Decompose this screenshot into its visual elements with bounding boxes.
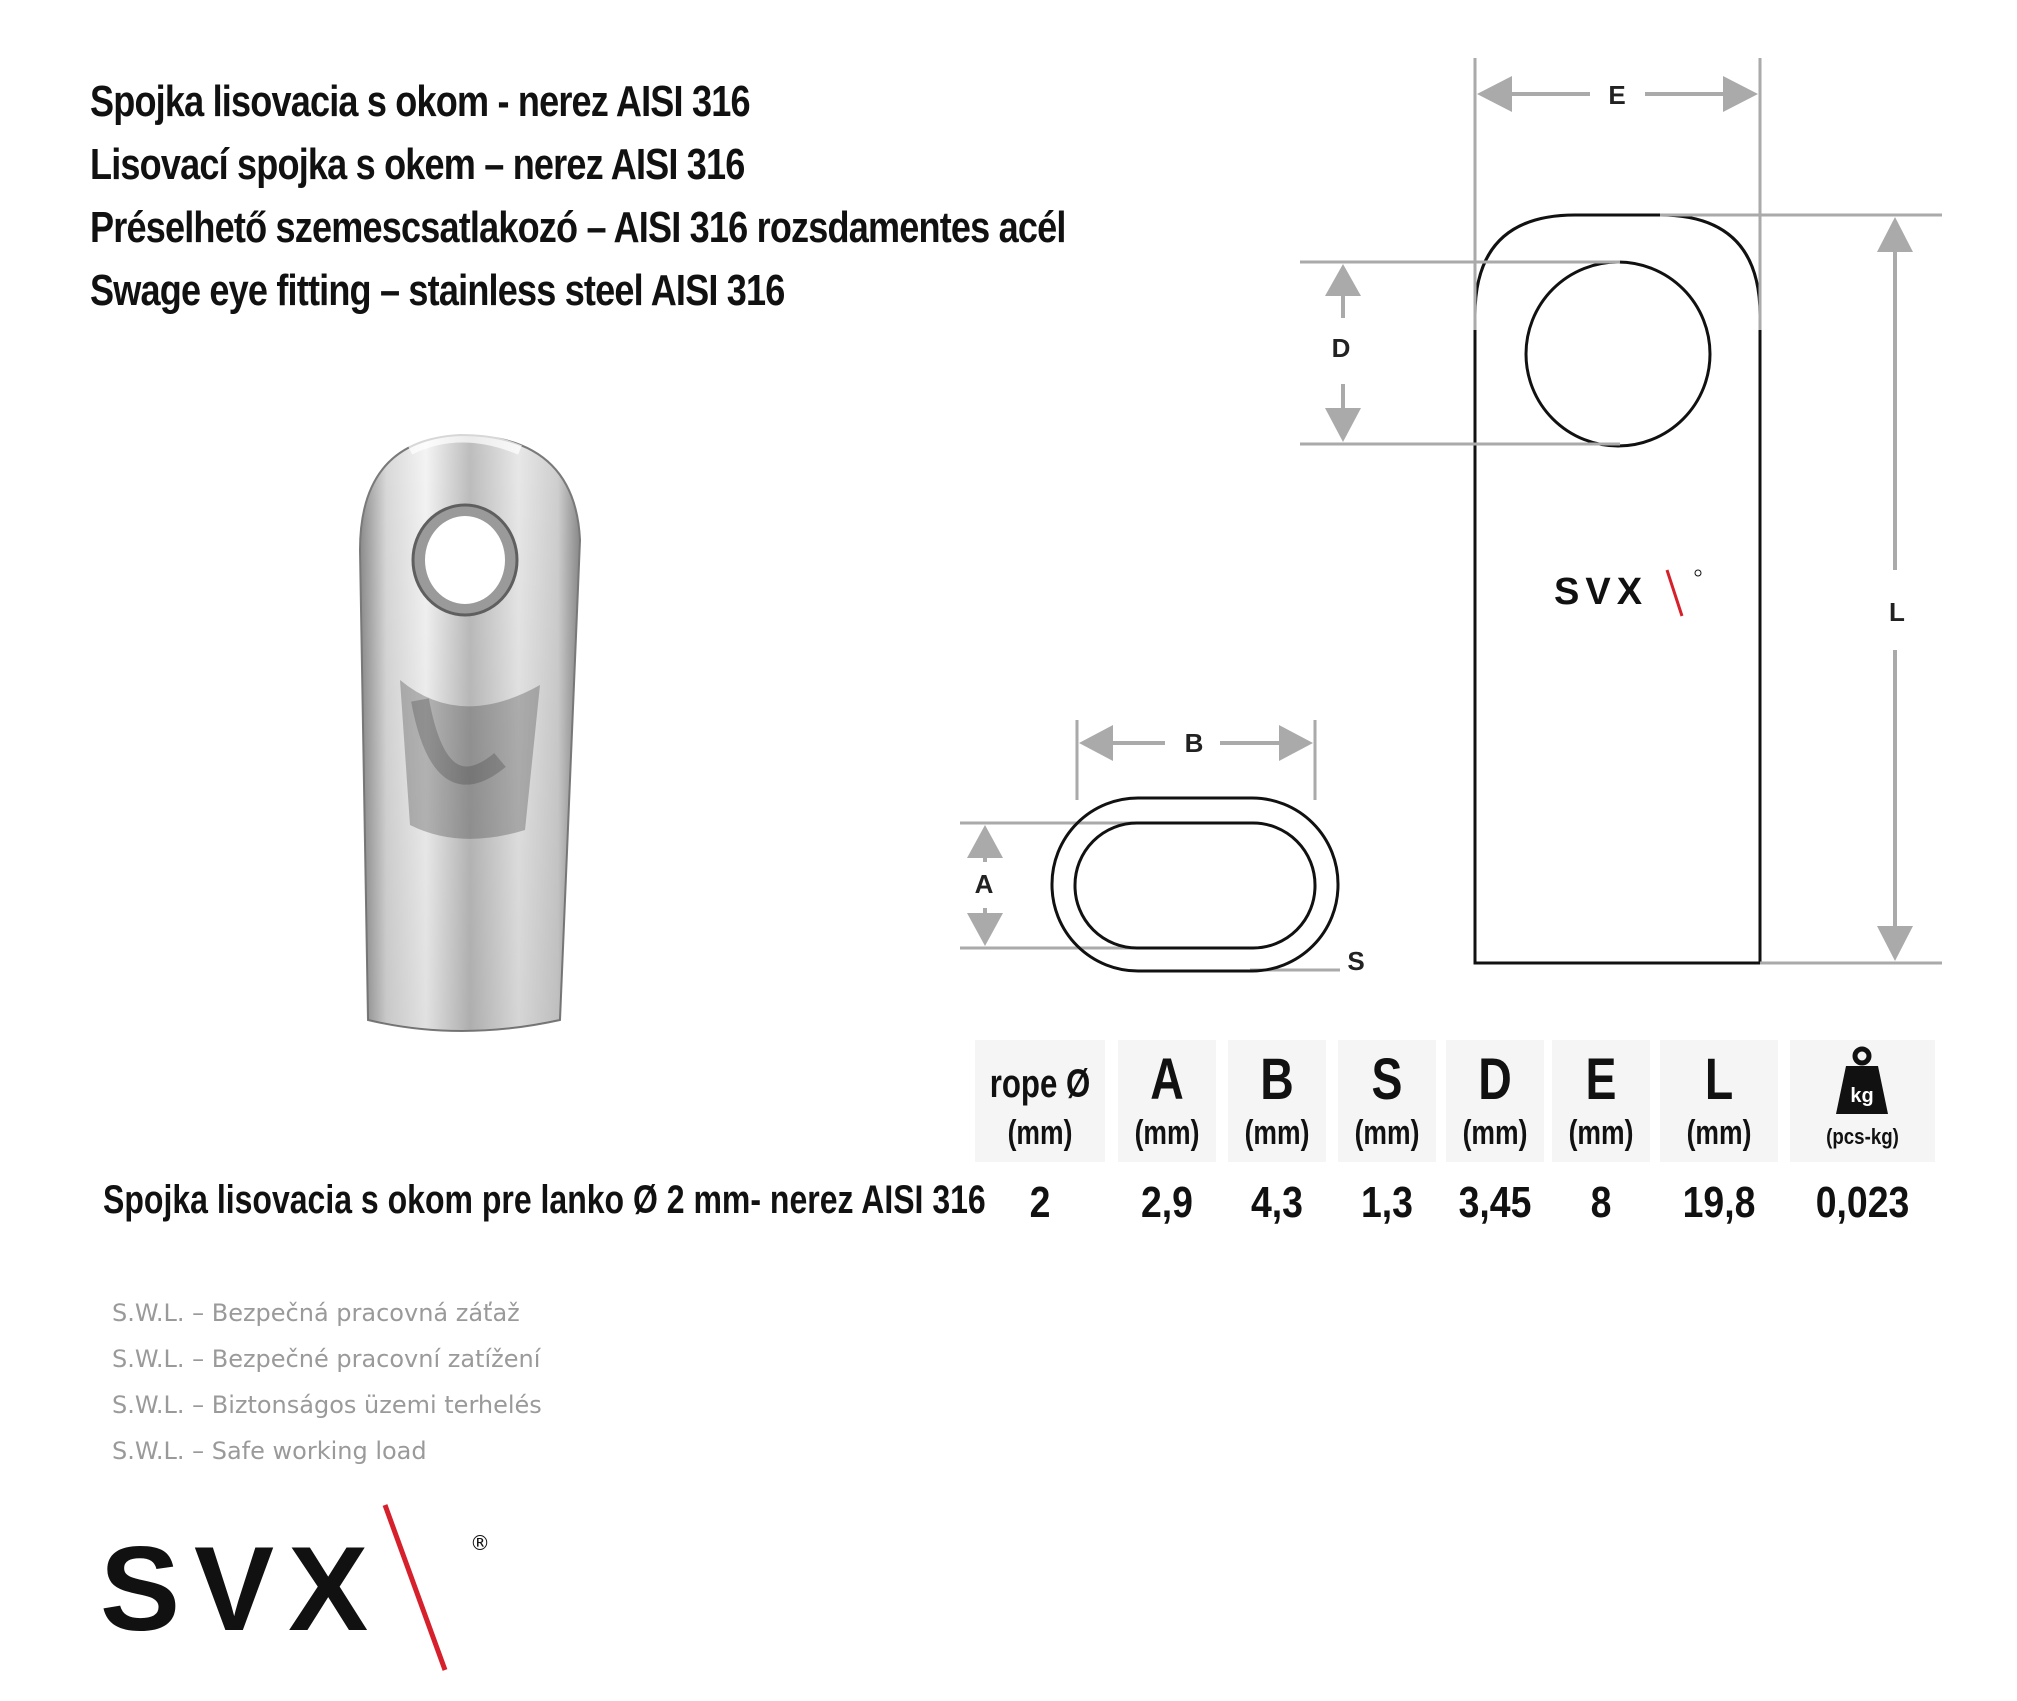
swl-note-en: S.W.L. – Safe working load (112, 1437, 427, 1465)
header-s-unit: (mm) (1354, 1114, 1420, 1152)
swl-note-sk: S.W.L. – Bezpečná pracovná záťaž (112, 1299, 520, 1327)
extension-lines (960, 58, 1942, 970)
title-cz: Lisovací spojka s okem – nerez AISI 316 (90, 140, 745, 189)
header-weight (1790, 1040, 1935, 1162)
header-l-label: L (1704, 1047, 1734, 1112)
header-e-label: E (1585, 1047, 1617, 1112)
dim-label-a: A (974, 869, 994, 899)
table-row-label: Spojka lisovacia s okom pre lanko Ø 2 mm- nerez AISI 316 (103, 1178, 986, 1222)
title-en: Swage eye fitting – stainless steel AISI 316 (90, 266, 785, 315)
weight-icon (1832, 1046, 1892, 1118)
spec-table (0, 1040, 2017, 1240)
cell-d: 3,45 (1458, 1178, 1532, 1227)
dim-label-s: S (1347, 946, 1365, 976)
header-e (1552, 1040, 1650, 1162)
swl-note-hu: S.W.L. – Biztonságos üzemi terhelés (112, 1391, 542, 1419)
header-a-unit: (mm) (1134, 1114, 1200, 1152)
swl-notes (112, 1290, 542, 1474)
header-d-label: D (1478, 1047, 1512, 1112)
drawing-logo-text: SVX (1554, 571, 1649, 613)
header-s (1338, 1040, 1436, 1162)
header-l-unit: (mm) (1686, 1114, 1752, 1152)
header-rope (975, 1040, 1105, 1162)
header-d-unit: (mm) (1462, 1114, 1528, 1152)
header-rope-unit: (mm) (1007, 1114, 1073, 1152)
cell-a: 2,9 (1140, 1178, 1193, 1227)
svx-logo (100, 1500, 500, 1680)
dim-label-l: L (1889, 597, 1905, 627)
cell-weight: 0,023 (1815, 1178, 1910, 1227)
cell-l: 19,8 (1682, 1178, 1756, 1227)
cell-s: 1,3 (1360, 1178, 1413, 1227)
header-a (1118, 1040, 1216, 1162)
header-weight-unit: (pcs-kg) (1826, 1124, 1899, 1149)
cell-rope: 2 (1029, 1178, 1051, 1227)
header-a-label: A (1150, 1047, 1184, 1112)
header-d (1446, 1040, 1544, 1162)
title-sk: Spojka lisovacia s okom - nerez AISI 316 (90, 77, 750, 126)
weight-icon-text: kg (1850, 1085, 1874, 1107)
registered-mark: ® (470, 1531, 490, 1555)
header-rope-label: rope Ø (989, 1062, 1091, 1106)
header-b-label: B (1260, 1047, 1294, 1112)
dim-label-d: D (1331, 333, 1351, 363)
header-b (1228, 1040, 1326, 1162)
dim-label-b: B (1184, 728, 1204, 758)
cell-e: 8 (1590, 1178, 1612, 1227)
cell-b: 4,3 (1250, 1178, 1303, 1227)
header-s-label: S (1371, 1047, 1403, 1112)
dim-label-e: E (1608, 80, 1626, 110)
swl-note-cz: S.W.L. – Bezpečné pracovní zatížení (112, 1345, 541, 1373)
svx-logo-text: SVX (100, 1522, 383, 1656)
title-hu: Préselhető szemescsatlakozó – AISI 316 rozsdamentes acél (90, 203, 1066, 252)
header-b-unit: (mm) (1244, 1114, 1310, 1152)
header-l (1660, 1040, 1778, 1162)
header-e-unit: (mm) (1568, 1114, 1634, 1152)
